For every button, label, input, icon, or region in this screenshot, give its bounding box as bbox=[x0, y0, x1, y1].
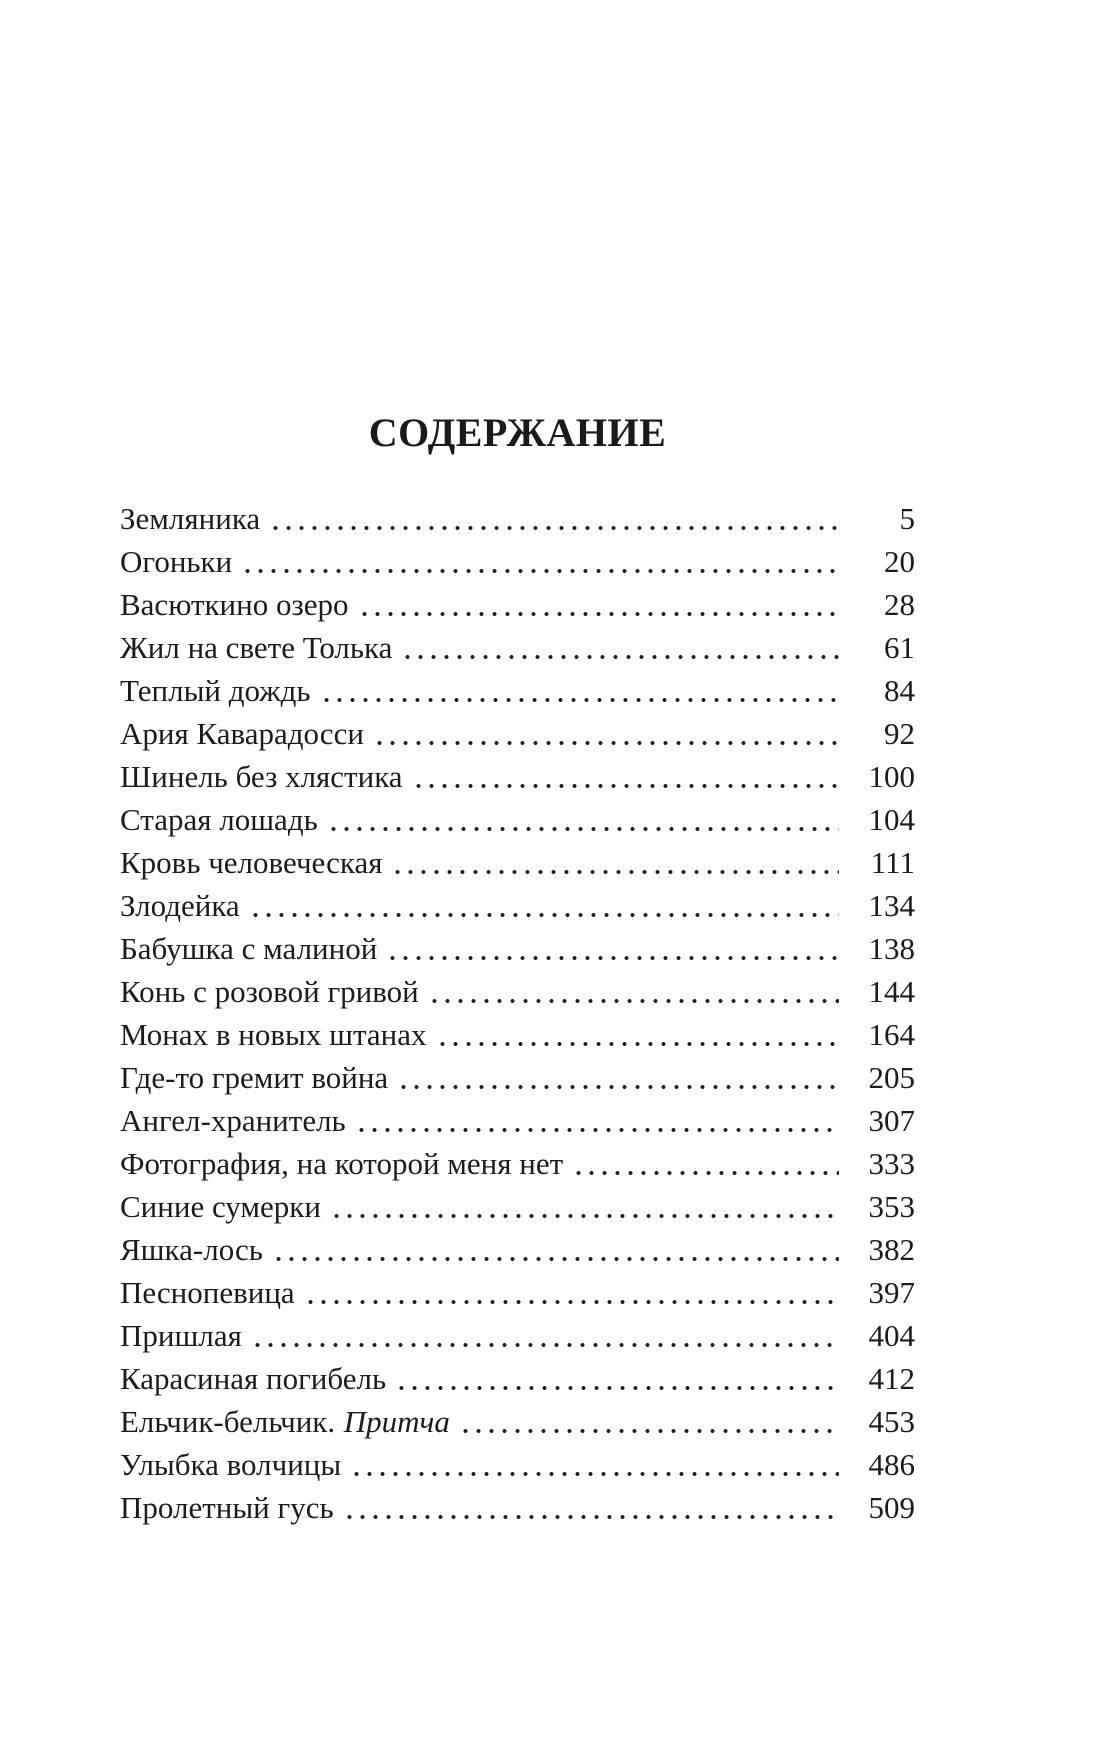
table-of-contents bbox=[120, 411, 915, 1529]
dot-leader bbox=[436, 1013, 840, 1056]
toc-row bbox=[120, 1271, 915, 1314]
dot-leader bbox=[386, 927, 839, 970]
toc-entry-page-number: 412 bbox=[868, 1361, 915, 1396]
dot-leader bbox=[251, 1314, 839, 1357]
dot-leader bbox=[459, 1400, 839, 1443]
dot-leader bbox=[373, 712, 839, 755]
toc-entry-title: Ангел-хранитель bbox=[120, 1103, 346, 1138]
dot-leader bbox=[355, 1099, 839, 1142]
toc-entry-page-number: 453 bbox=[868, 1404, 915, 1439]
toc-row bbox=[120, 626, 915, 669]
toc-entry-title: Пролетный гусь bbox=[120, 1490, 334, 1525]
dot-leader bbox=[343, 1486, 839, 1529]
toc-entry-title: Злодейка bbox=[120, 888, 240, 923]
toc-entry-page-number: 404 bbox=[868, 1318, 915, 1353]
toc-entry-title: Улыбка волчицы bbox=[120, 1447, 342, 1482]
toc-entry-title: Карасиная погибель bbox=[120, 1361, 387, 1396]
toc-entry-title: Васюткино озеро bbox=[120, 587, 349, 622]
toc-list bbox=[120, 497, 915, 1529]
toc-entry-page-number: 111 bbox=[870, 845, 915, 880]
toc-row bbox=[120, 1099, 915, 1142]
toc-entry-page-number: 61 bbox=[884, 630, 915, 665]
toc-entry-title: Фотография, на которой меня нет bbox=[120, 1146, 564, 1181]
toc-entry-page-number: 486 bbox=[868, 1447, 915, 1482]
toc-row bbox=[120, 1486, 915, 1529]
toc-entry-page-number: 104 bbox=[868, 802, 915, 837]
toc-entry-title: Жил на свете Толька bbox=[120, 630, 393, 665]
toc-entry-subtitle-italic: Притча bbox=[343, 1404, 450, 1439]
toc-entry-page-number: 164 bbox=[868, 1017, 915, 1052]
toc-row bbox=[120, 841, 915, 884]
toc-row bbox=[120, 712, 915, 755]
contents-heading: СОДЕРЖАНИЕ bbox=[368, 410, 667, 455]
toc-row bbox=[120, 755, 915, 798]
toc-entry-title: Старая лошадь bbox=[120, 802, 318, 837]
toc-entry-page-number: 28 bbox=[884, 587, 915, 622]
toc-row bbox=[120, 1228, 915, 1271]
toc-row bbox=[120, 1443, 915, 1486]
toc-entry-page-number: 509 bbox=[868, 1490, 915, 1525]
toc-entry-page-number: 92 bbox=[884, 716, 915, 751]
toc-entry-page-number: 307 bbox=[868, 1103, 915, 1138]
toc-row bbox=[120, 1314, 915, 1357]
dot-leader bbox=[269, 497, 839, 540]
dot-leader bbox=[249, 884, 839, 927]
dot-leader bbox=[350, 1443, 839, 1486]
toc-entry-page-number: 5 bbox=[899, 501, 915, 536]
toc-row bbox=[120, 669, 915, 712]
toc-entry-title: Монах в новых штанах bbox=[120, 1017, 427, 1052]
toc-row bbox=[120, 1400, 915, 1443]
toc-row bbox=[120, 540, 915, 583]
dot-leader bbox=[358, 583, 840, 626]
toc-row bbox=[120, 1142, 915, 1185]
toc-row bbox=[120, 798, 915, 841]
toc-entry-title: Песнопевица bbox=[120, 1275, 295, 1310]
toc-entry-title: Где-то гремит война bbox=[120, 1060, 389, 1095]
toc-entry-title: Ельчик-бельчик. bbox=[120, 1404, 336, 1439]
toc-entry-title: Ария Каварадосси bbox=[120, 716, 364, 751]
toc-row bbox=[120, 884, 915, 927]
dot-leader bbox=[572, 1142, 839, 1185]
toc-entry-title: Бабушка с малиной bbox=[120, 931, 378, 966]
toc-row bbox=[120, 1013, 915, 1056]
toc-entry-title: Конь с розовой гривой bbox=[120, 974, 419, 1009]
toc-row bbox=[120, 1357, 915, 1400]
dot-leader bbox=[401, 626, 839, 669]
toc-entry-page-number: 138 bbox=[868, 931, 915, 966]
toc-row bbox=[120, 1056, 915, 1099]
dot-leader bbox=[395, 1357, 839, 1400]
dot-leader bbox=[330, 1185, 839, 1228]
dot-leader bbox=[412, 755, 839, 798]
dot-leader bbox=[327, 798, 839, 841]
toc-entry-page-number: 205 bbox=[868, 1060, 915, 1095]
dot-leader bbox=[272, 1228, 839, 1271]
toc-entry-title: Кровь человеческая bbox=[120, 845, 383, 880]
toc-entry-page-number: 84 bbox=[884, 673, 915, 708]
dot-leader bbox=[391, 841, 839, 884]
toc-entry-page-number: 144 bbox=[868, 974, 915, 1009]
dot-leader bbox=[397, 1056, 839, 1099]
toc-row bbox=[120, 927, 915, 970]
toc-entry-page-number: 20 bbox=[884, 544, 915, 579]
toc-entry-title: Огоньки bbox=[120, 544, 233, 579]
dot-leader bbox=[304, 1271, 839, 1314]
toc-entry-page-number: 100 bbox=[868, 759, 915, 794]
toc-entry-page-number: 134 bbox=[868, 888, 915, 923]
toc-row bbox=[120, 583, 915, 626]
toc-entry-title: Синие сумерки bbox=[120, 1189, 321, 1224]
toc-entry-title: Пришлая bbox=[120, 1318, 242, 1353]
toc-row bbox=[120, 497, 915, 540]
toc-entry-page-number: 382 bbox=[868, 1232, 915, 1267]
toc-entry-title: Шинель без хлястика bbox=[120, 759, 403, 794]
toc-entry-page-number: 333 bbox=[868, 1146, 915, 1181]
dot-leader bbox=[320, 669, 839, 712]
toc-row bbox=[120, 1185, 915, 1228]
toc-entry-title: Теплый дождь bbox=[120, 673, 311, 708]
toc-entry-page-number: 397 bbox=[868, 1275, 915, 1310]
dot-leader bbox=[428, 970, 839, 1013]
toc-entry-title: Яшка-лось bbox=[120, 1232, 263, 1267]
toc-entry-title: Земляника bbox=[120, 501, 261, 536]
toc-row bbox=[120, 970, 915, 1013]
dot-leader bbox=[241, 540, 839, 583]
toc-entry-page-number: 353 bbox=[868, 1189, 915, 1224]
